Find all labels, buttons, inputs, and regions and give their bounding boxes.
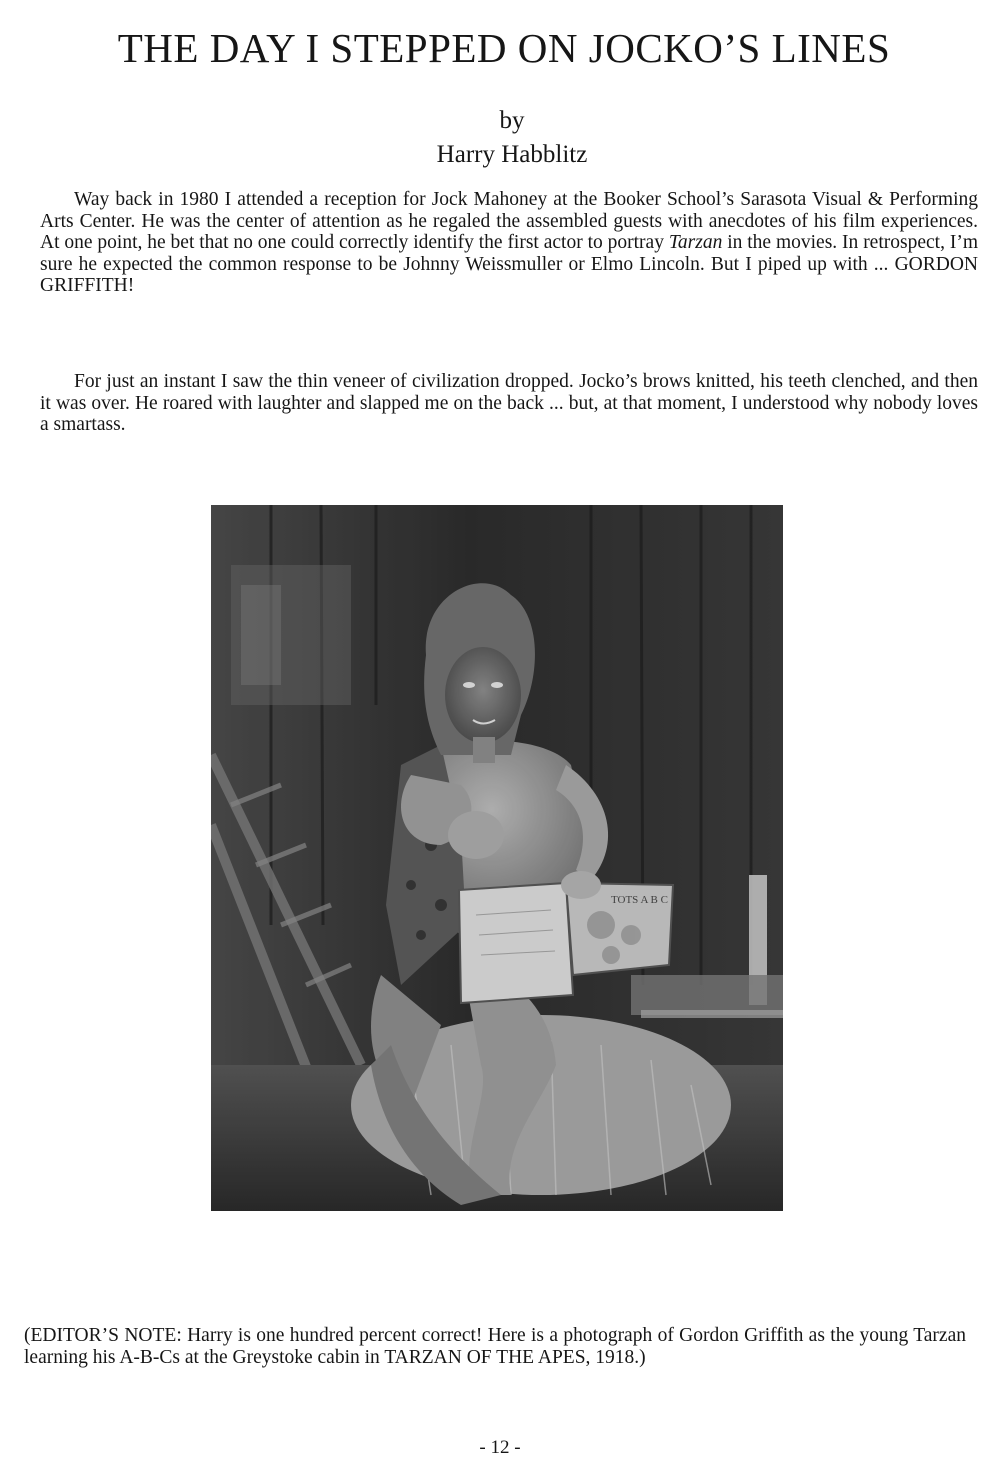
editors-note: (EDITOR’S NOTE: Harry is one hundred percent correct! Here is a photograph of Gordon Griffith as the young Tarzan learning his A-B-Cs at the Greystoke cabin in TARZAN OF THE APES, 1918.): [24, 1325, 966, 1368]
paragraph-1-text-b: in the movies. In retrospect, I’m sure he expected the common response to be Johnny Weissmuller or Elmo Lincoln. But I piped up with ... GORDON GRIFFITH!: [40, 232, 978, 296]
book-cover-text: TOTS A B C: [611, 894, 668, 906]
byline-by: by: [499, 107, 525, 134]
paragraph-1-text-a: Way back in 1980 I attended a reception for Jock Mahoney at the Booker School’s Sarasota Visual & Performing Arts Center. He was the center of attention as he regaled the assembled guests with anecdotes of his film experiences. At one point, he bet that no one could correctly identify the first actor to portray: [40, 189, 978, 253]
byline: [0, 104, 1008, 172]
article-title: THE DAY I STEPPED ON JOCKO’S LINES: [117, 25, 891, 71]
author-name: Harry Habblitz: [436, 141, 588, 168]
paragraph-2: For just an instant I saw the thin veneer of civilization dropped. Jocko’s brows knitted, his teeth clenched, and then it was over. He roared with laughter and slapped me on the back ... but, at that moment, I understood why nobody loves a smartass.: [40, 371, 978, 435]
tarzan-photograph: [211, 505, 783, 1211]
page-number: - 12 -: [479, 1437, 521, 1458]
paragraph-1: [40, 189, 978, 297]
paragraph-1-italic-tarzan: Tarzan: [668, 232, 723, 253]
